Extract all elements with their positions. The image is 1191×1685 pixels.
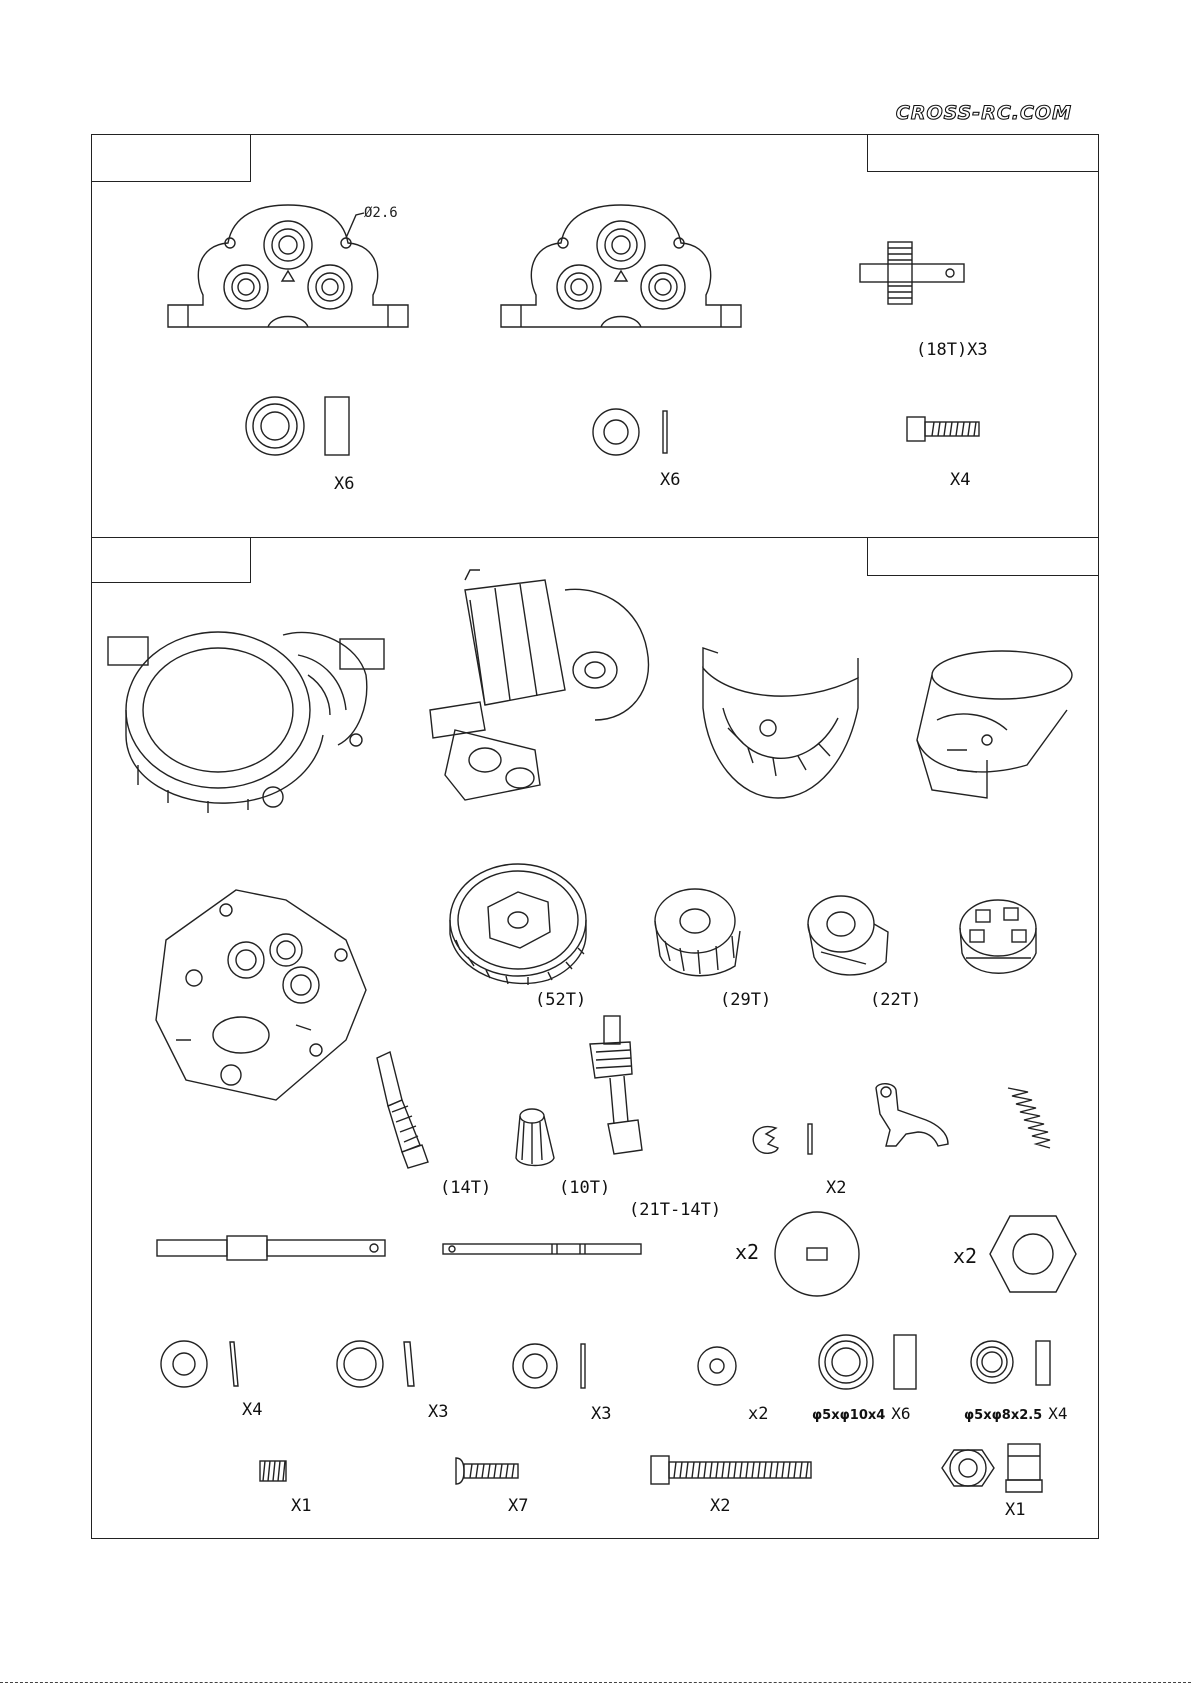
gear-29t xyxy=(650,886,750,981)
section-top-tab-right xyxy=(867,134,1099,172)
label-bearing-small xyxy=(964,1404,1068,1423)
gearbox-case-half-right xyxy=(501,205,741,329)
shift-fork xyxy=(866,1080,951,1150)
label-screw-qty: X4 xyxy=(950,470,971,490)
washer-d xyxy=(697,1346,737,1386)
cup-bracket xyxy=(907,650,1077,800)
label-washer-qty: X6 xyxy=(660,470,681,490)
label-bearing-qty: X6 xyxy=(334,474,355,494)
label-eclip-qty: X2 xyxy=(826,1178,847,1198)
spring xyxy=(1004,1084,1054,1152)
half-dome-cover xyxy=(698,648,863,803)
cross-rc-logo xyxy=(836,102,1076,124)
label-gear-22t: (22T) xyxy=(870,990,922,1010)
gear-10t xyxy=(510,1108,560,1168)
label-gear-shaft-18t: (18T)X3 xyxy=(916,340,988,360)
gear-plate xyxy=(146,880,376,1105)
gear-shaft-21t-14t xyxy=(590,1014,680,1154)
button-head-screw xyxy=(454,1456,520,1486)
e-clip xyxy=(748,1122,818,1156)
label-gear-52t: (52T) xyxy=(535,990,587,1010)
motor-assembly xyxy=(425,570,675,805)
label-gear-21t-14t: (21T-14T) xyxy=(629,1200,722,1220)
washer-b xyxy=(336,1340,416,1390)
label-gear-10t: (10T) xyxy=(559,1178,611,1198)
logo-text: CROSS-RC.COM xyxy=(895,102,1072,124)
shaft-long-slim xyxy=(442,1240,642,1260)
label-plate-qty: x2 xyxy=(735,1240,760,1264)
dimension-callout: Ø2.6 xyxy=(364,205,398,221)
screw-top xyxy=(906,413,981,445)
section-bottom-tab-right xyxy=(867,537,1099,576)
section-bottom-tab-left xyxy=(91,537,251,583)
label-gear-29t: (29T) xyxy=(720,990,772,1010)
diff-cup xyxy=(956,898,1041,983)
label-set-screw-qty: X1 xyxy=(291,1496,312,1516)
label-hex-qty: x2 xyxy=(953,1244,978,1268)
bearing-large-size: φ5xφ10x4 xyxy=(812,1408,886,1423)
shaft-long-coupler xyxy=(156,1234,386,1264)
label-washer-c-qty: X3 xyxy=(591,1404,612,1424)
long-cap-screw xyxy=(650,1454,812,1486)
bearing-top xyxy=(245,396,350,456)
bearing-small xyxy=(970,1340,1052,1388)
label-washer-b-qty: X3 xyxy=(428,1402,449,1422)
washer-top xyxy=(592,408,672,458)
round-plate xyxy=(773,1210,863,1300)
gearbox-case-half-left xyxy=(168,205,408,329)
section-top-tab-left xyxy=(91,134,251,182)
label-long-screw-qty: X2 xyxy=(710,1496,731,1516)
label-bearing-large xyxy=(812,1404,911,1423)
bearing-large xyxy=(818,1334,918,1390)
gear-52t xyxy=(448,862,588,992)
label-washer-d-qty: x2 xyxy=(748,1404,769,1424)
label-washer-a-qty: X4 xyxy=(242,1400,263,1420)
gear-22t xyxy=(806,892,896,982)
bearing-small-size: φ5xφ8x2.5 xyxy=(964,1408,1043,1423)
gear-shaft-18t xyxy=(860,240,965,306)
bearing-large-qty: X6 xyxy=(891,1404,911,1423)
hex-plate xyxy=(988,1214,1078,1296)
washer-a xyxy=(160,1340,240,1390)
bearing-small-qty: X4 xyxy=(1048,1404,1068,1423)
motor-housing-ring xyxy=(108,615,408,815)
label-nut-qty: X1 xyxy=(1005,1500,1026,1520)
gear-shaft-14t xyxy=(372,1050,452,1170)
label-gear-14t: (14T) xyxy=(440,1178,492,1198)
set-screw xyxy=(259,1460,287,1482)
page-bottom-edge xyxy=(0,1682,1191,1683)
washer-c xyxy=(511,1342,591,1392)
section-top-frame xyxy=(91,134,1099,538)
label-button-screw-qty: X7 xyxy=(508,1496,529,1516)
flange-lock-nut xyxy=(940,1440,1050,1496)
